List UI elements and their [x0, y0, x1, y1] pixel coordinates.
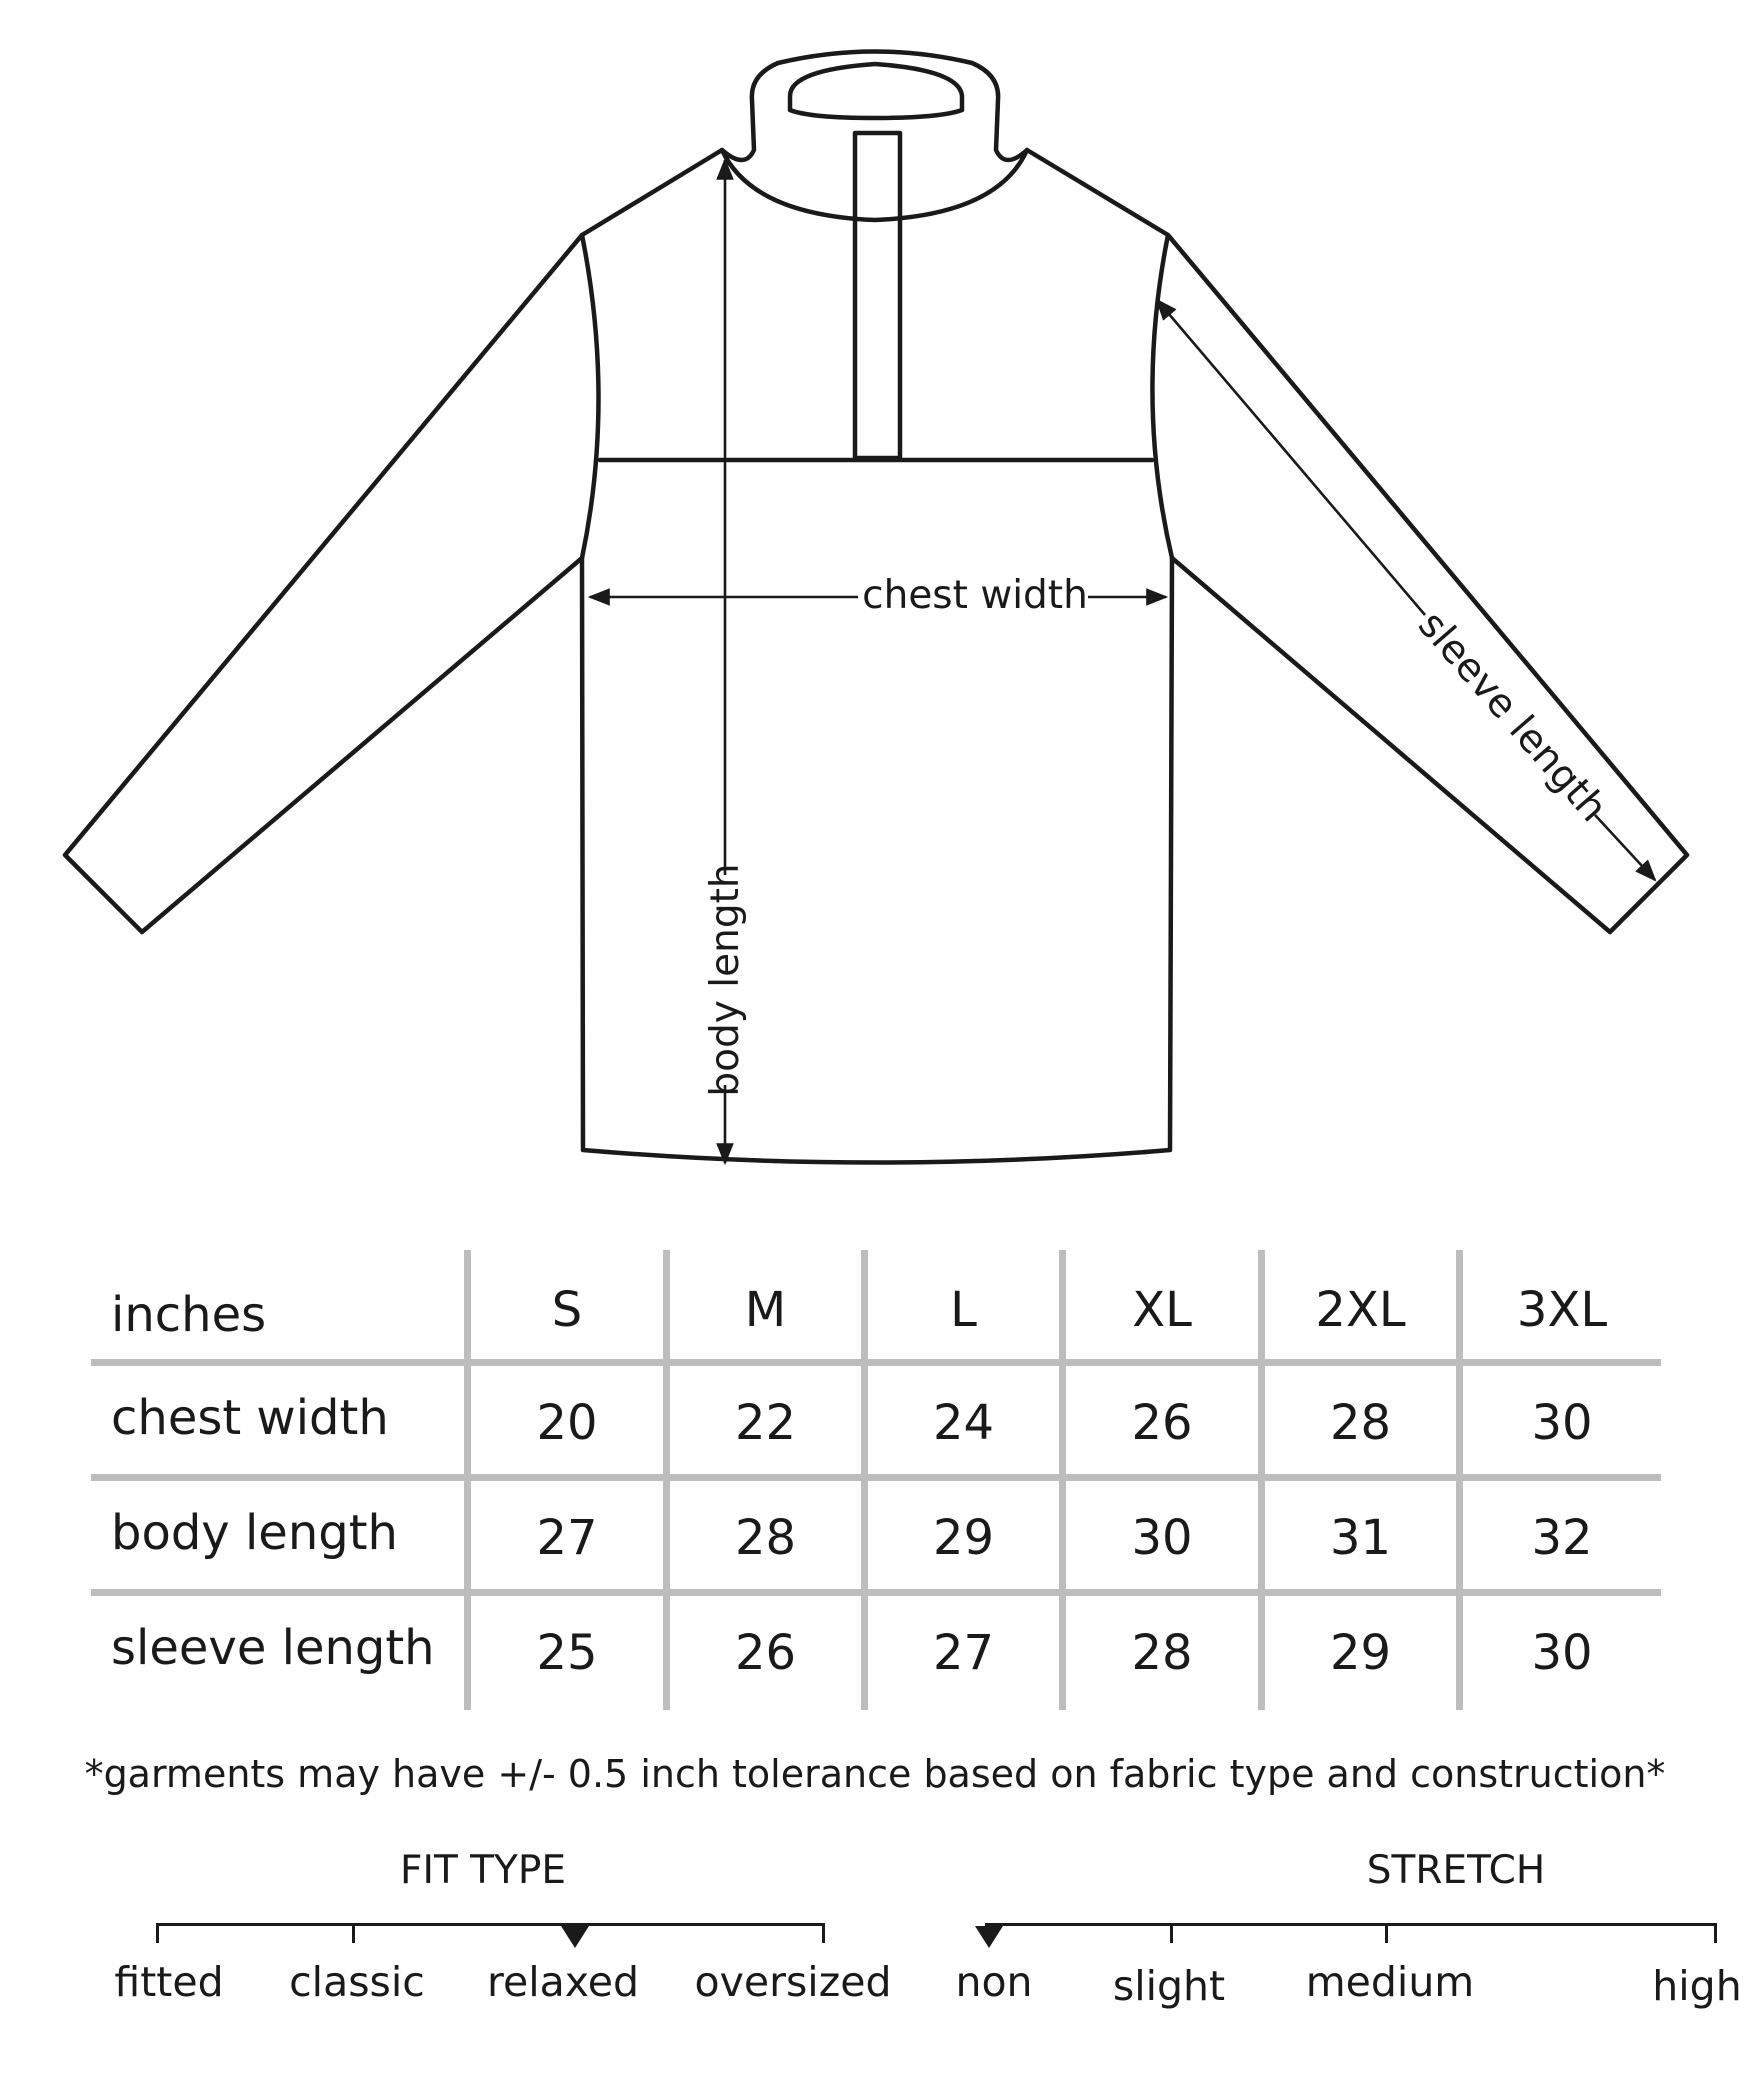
table-row-rule	[91, 1589, 1661, 1596]
table-cell: 32	[1531, 1510, 1593, 1566]
size-header: L	[950, 1282, 977, 1338]
table-cell: 27	[536, 1510, 598, 1566]
stretch-title: STRETCH	[1366, 1848, 1546, 1893]
stretch-track	[985, 1923, 1717, 1926]
stretch-option: medium	[1305, 1958, 1475, 2006]
fit-option: fitted	[114, 1958, 224, 2006]
table-cell: 20	[536, 1395, 598, 1451]
table-cell: 26	[734, 1625, 797, 1681]
table-cell: 25	[536, 1625, 598, 1681]
chest-width-measure	[590, 573, 1166, 618]
scale-tick	[1170, 1923, 1173, 1943]
table-cell: 27	[932, 1625, 995, 1681]
tolerance-note: *garments may have +/- 0.5 inch tolerance based on fabric type and construction*	[84, 1752, 1666, 1796]
scale-tick	[822, 1923, 825, 1943]
right-armhole	[1152, 235, 1172, 558]
table-cell: 30	[1131, 1510, 1193, 1566]
chest-width-label: chest width	[862, 573, 1088, 618]
row-label-body-length: body length	[111, 1505, 398, 1561]
stretch-option: high	[1652, 1962, 1742, 2010]
table-cell: 28	[734, 1510, 797, 1566]
stretch-option-selected: non	[955, 1958, 1033, 2006]
scale-tick	[156, 1923, 159, 1943]
scale-tick	[1385, 1923, 1388, 1943]
table-row-rule	[91, 1474, 1661, 1481]
fit-option: classic	[289, 1958, 425, 2006]
size-header: M	[744, 1282, 787, 1338]
size-header: 2XL	[1315, 1282, 1406, 1338]
table-cell: 29	[1329, 1625, 1392, 1681]
sleeve-length-measure	[1157, 300, 1655, 880]
stretch-option: slight	[1112, 1962, 1226, 2010]
size-header: XL	[1132, 1282, 1192, 1338]
table-cell: 26	[1131, 1395, 1193, 1451]
stretch-scale	[875, 1848, 1750, 2008]
body-length-measure	[703, 160, 748, 1163]
sleeve-length-label: sleeve length	[1409, 602, 1616, 831]
scale-tick	[352, 1923, 355, 1943]
unit-label: inches	[111, 1287, 267, 1343]
table-cell: 28	[1131, 1625, 1193, 1681]
collar-inner	[790, 64, 962, 118]
table-cell: 30	[1531, 1395, 1593, 1451]
zipper-placket	[855, 133, 900, 458]
table-cell: 28	[1329, 1395, 1392, 1451]
fit-type-marker-icon	[561, 1926, 589, 1948]
fit-type-track	[156, 1923, 825, 1926]
table-cell: 22	[734, 1395, 797, 1451]
row-label-sleeve-length: sleeve length	[111, 1620, 435, 1676]
fit-type-scale	[0, 1848, 892, 2008]
fit-type-title: FIT TYPE	[400, 1848, 566, 1893]
body-length-label: body length	[703, 863, 748, 1097]
table-cell: 24	[932, 1395, 995, 1451]
collar	[722, 52, 1027, 221]
size-header: S	[551, 1282, 583, 1338]
table-cell: 31	[1329, 1510, 1392, 1566]
fit-option-selected: relaxed	[487, 1958, 639, 2006]
size-header: 3XL	[1516, 1282, 1608, 1338]
table-cell: 30	[1531, 1625, 1593, 1681]
stretch-marker-icon	[975, 1926, 1003, 1948]
table-row-rule	[91, 1359, 1661, 1366]
table-cell: 29	[932, 1510, 995, 1566]
row-label-chest-width: chest width	[111, 1390, 389, 1446]
fit-option: oversized	[694, 1958, 892, 2006]
scale-tick	[1714, 1923, 1717, 1943]
size-table	[91, 1250, 1661, 1710]
left-armhole	[582, 235, 599, 558]
